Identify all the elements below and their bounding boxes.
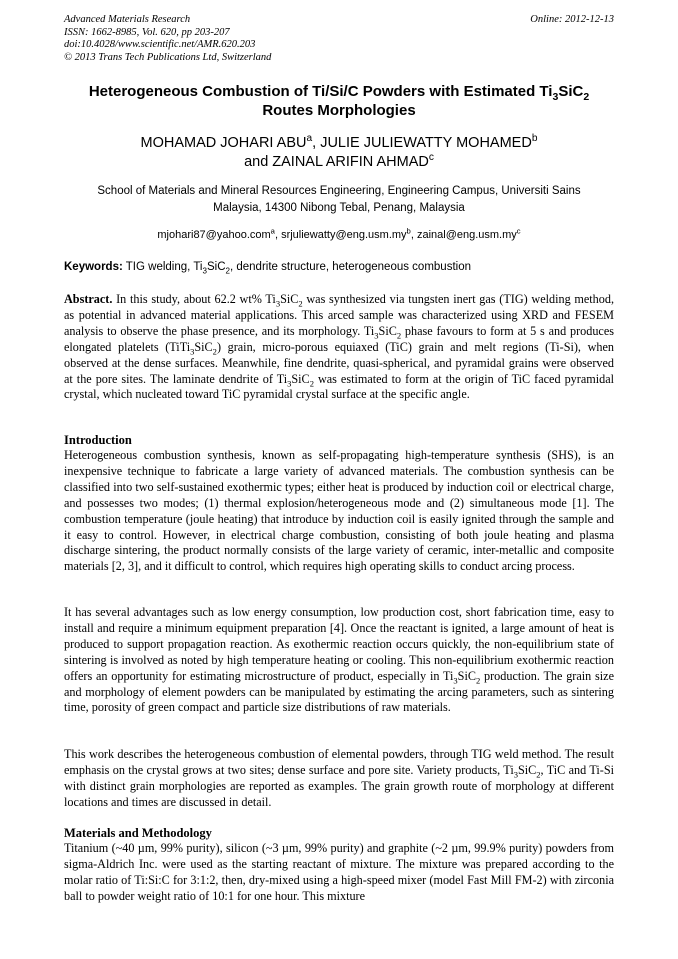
issn: ISSN: 1662-8985, Vol. 620, pp 203-207 — [64, 26, 230, 38]
online-date: Online: 2012-12-13 — [530, 14, 614, 25]
author-list: MOHAMAD JOHARI ABU$^a$, JULIE JULIEWATTY MOHAMED$^b$ and ZAINAL ARIFIN AHMAD$^c$ — [140, 133, 538, 170]
journal-name: Advanced Materials Research — [64, 14, 191, 25]
introduction-paragraph-1: Heterogeneous combustion synthesis, known as self-propagating high-temperature synthesis (SHS), is an inexpensive technique to fabricate a large variety of advanced materials. The combustion synthesis can be classified into two self-sustained exothermic types; either heat is produced by induction coil or electrical charge, and possesses two modes; (1) thermal explosion/heterogeneous mode and (2) simultaneous mode [1]. The combustion temperature (joule heating) that introduce by induction coil is easily ignited through the sample and it easy to control. However, in electrical charge combustion, consisting of both joule heating and plasma discharge sintering, the product normally consists of the large variety of ceramic, inter-metallic and composite materials [2, 3], and it difficult to control, which requires high operating skills to conduct arcing process. — [64, 448, 614, 574]
author-3: and ZAINAL ARIFIN AHMAD — [244, 154, 429, 170]
author-emails: mjohari87@yahoo.com$^a$, $srjuliewatty@eng.usm.my^b$, $zainal@eng.usm.my^c$ — [157, 226, 521, 241]
methods-paragraph-1: Titanium (~40 µm, 99% purity), silicon (~3 µm, 99% purity) and graphite (~2 µm, 99.9% purity) powders from sigma-Aldrich Inc. were used as the starting reactant of mixture. The mixture was prepared according to the molar ratio of Ti:Si:C for 3:1:2, then, dry-mixed using a high-speed mixer (model Fast Mill FM-2) with zirconia ball to powder weight ratio of 10:1 for one hour. This mixture — [64, 841, 614, 903]
introduction-paragraph-2: It has several advantages such as low energy consumption, low production cost, short fabrication time, easy to install and require a minimum equipment preparation [4]. Once the reactant is ignited, a large amount of heat is produced to support propagation reaction. As exothermic reaction occurs quickly, the non-equilibrium state of sintering is involved as noted by high temperature heating or cooling. This non-equilibrium exothermic reaction offers an opportunity for estimating microstructure of product, especially in $Ti_3SiC_2$ production. The grain size and morphology of element powders can be manipulated by estimating the arcing parameters, such as sintering time, porosity of green compact and particle size distributions of raw materials. — [64, 605, 614, 715]
doi: doi:10.4028/www.scientific.net/AMR.620.203 — [64, 39, 256, 50]
paper-title: Heterogeneous Combustion of Ti/Si/C Powders with Estimated $Ti_3SiC_2$ Routes Morphologies — [88, 83, 590, 119]
email-2[interactable]: srjuliewatty@eng.usm.my — [281, 229, 407, 241]
methods-heading: Materials and Methodology — [64, 826, 212, 840]
copyright: © 2013 Trans Tech Publications Ltd, Switzerland — [64, 51, 272, 63]
introduction-heading: Introduction — [64, 433, 132, 447]
keywords: Keywords: TIG welding, $Ti_3SiC_2$, dendrite structure, heterogeneous combustion — [64, 261, 471, 276]
email-1[interactable]: mjohari87@yahoo.com — [157, 229, 271, 241]
author-1: MOHAMAD JOHARI ABU — [140, 135, 307, 151]
author-2: JULIE JULIEWATTY MOHAMED — [320, 135, 532, 151]
abstract: Abstract. In this study, about 62.2 wt% $Ti_3SiC_2$ was synthesized via tungsten inert gas (TIG) welding method, as potential in advanced material applications. This arced sample was characterized using XRD and FESEM analysis to observe the phase presence, and its morphology. $Ti_3SiC_2$ phase favours to form at 5 s and produces elongated platelets (TiTi$_3$SiC$_2$) grain, micro-porous equiaxed (TiC) grain and melt regions (Ti-Si), when observed at the dense surfaces. Meanwhile, fine dendrite, quasi-spherical, and pyramidal grains were observed at the pore sites. The laminate dendrite of $Ti_3SiC_2$ was estimated to form at the origin of TiC faced pyramidal crystal, which nucleated toward TiC pyramidal crystal surface at the specific angle. — [64, 292, 614, 402]
introduction-paragraph-3: This work describes the heterogeneous combustion of elemental powders, through TIG weld method. The result emphasis on the crystal grows at two sites; dense surface and pore site. Variety products, $Ti_3SiC_2$, TiC and Ti-Si with distinct grain morphologies are reported as examples. The grain growth route of morphology at different locations and times are discussed in detail. — [64, 747, 614, 809]
journal-header — [64, 14, 271, 64]
email-3[interactable]: zainal@eng.usm.my — [416, 229, 517, 241]
abstract-label: Abstract. — [64, 292, 113, 306]
affiliation: School of Materials and Mineral Resources Engineering, Engineering Campus, Universiti Sains Malaysia, 14300 Nibong Tebal, Penang, Malaysia — [97, 185, 581, 214]
keywords-label: Keywords: — [64, 261, 123, 273]
